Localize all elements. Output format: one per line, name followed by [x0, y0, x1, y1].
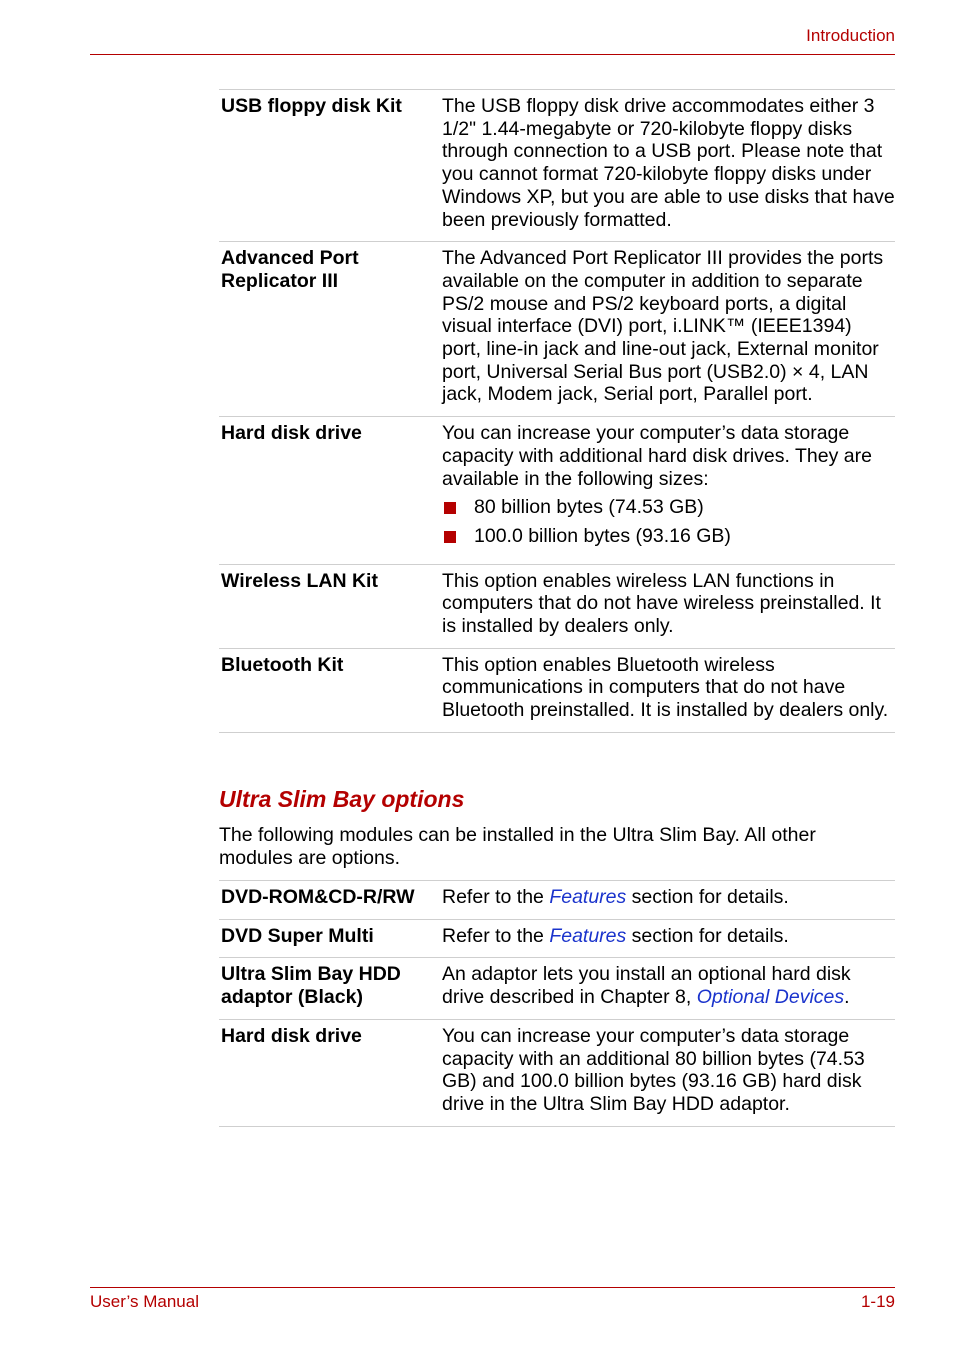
module-term: Ultra Slim Bay HDD adaptor (Black): [219, 958, 442, 1019]
bullet-square-icon: [444, 531, 456, 543]
option-description-text: You can increase your computer’s data storage capacity with additional hard disk drives. They are available in the following sizes:: [442, 422, 872, 490]
module-description: Refer to the Features section for details.: [442, 919, 895, 958]
table-row: [219, 919, 895, 958]
table-row: [219, 564, 895, 648]
section-intro: The following modules can be installed in the Ultra Slim Bay. All other modules are options.: [219, 824, 816, 869]
table-row: [219, 417, 895, 565]
option-term: USB floppy disk Kit: [219, 90, 442, 242]
ultra-slim-bay-table: [219, 880, 895, 1127]
table-row: [219, 881, 895, 920]
list-item: 80 billion bytes (74.53 GB): [442, 496, 895, 519]
options-table: [219, 89, 895, 733]
features-link[interactable]: Features: [549, 886, 627, 908]
module-description: You can increase your computer’s data storage capacity with an additional 80 billion bytes (74.53 GB) and 100.0 billion bytes (93.16 GB) hard disk drive in the Ultra Slim Bay HDD adaptor.: [442, 1019, 895, 1126]
option-term: Hard disk drive: [219, 417, 442, 565]
page-number: 1-19: [860, 1292, 895, 1311]
table-row: [219, 648, 895, 732]
footer-rule: [90, 1287, 895, 1288]
running-header: Introduction: [806, 26, 895, 45]
bullet-square-icon: [444, 502, 456, 514]
table-row: [219, 90, 895, 242]
option-description: The Advanced Port Replicator III provides the ports available on the computer in addition to separate PS/2 mouse and PS/2 keyboard ports, a digital visual interface (DVI) port, i.LINK™ (IEEE1394) port, line-in jack and line-out jack, External monitor port, Universal Serial Bus port (USB2.0) × 4, LAN jack, Modem jack, Serial port, Parallel port.: [442, 242, 895, 417]
table-row: [219, 958, 895, 1019]
optional-devices-link[interactable]: Optional Devices: [696, 986, 845, 1009]
option-description: This option enables wireless LAN functions in computers that do not have wireless preinstalled. It is installed by dealers only.: [442, 564, 895, 648]
option-description: The USB floppy disk drive accommodates either 3 1/2" 1.44-megabyte or 720-kilobyte floppy disks through connection to a USB port. Please note that you cannot format 720-kilobyte floppy disks under Windows XP, but you are able to use disks that have been previously formatted.: [442, 90, 895, 242]
footer-title: User’s Manual: [90, 1292, 199, 1311]
option-term: Advanced Port Replicator III: [219, 242, 442, 417]
module-term: Hard disk drive: [219, 1019, 442, 1126]
size-list: [442, 496, 895, 547]
module-description: An adaptor lets you install an optional hard disk drive described in Chapter 8, Optional Devices.: [442, 958, 895, 1019]
section-heading: Ultra Slim Bay options: [219, 786, 465, 812]
list-item: 100.0 billion bytes (93.16 GB): [442, 525, 895, 548]
option-term: Wireless LAN Kit: [219, 564, 442, 648]
option-term: Bluetooth Kit: [219, 648, 442, 732]
option-description: This option enables Bluetooth wireless communications in computers that do not have Bluetooth preinstalled. It is installed by dealers only.: [442, 648, 895, 732]
table-row: [219, 1019, 895, 1126]
option-description: [442, 417, 895, 565]
table-row: [219, 242, 895, 417]
module-term: DVD-ROM&CD-R/RW: [219, 881, 442, 920]
module-term: DVD Super Multi: [219, 919, 442, 958]
features-link[interactable]: Features: [549, 924, 627, 947]
header-rule: [90, 54, 895, 55]
module-description: Refer to the Features section for details.: [442, 881, 895, 920]
